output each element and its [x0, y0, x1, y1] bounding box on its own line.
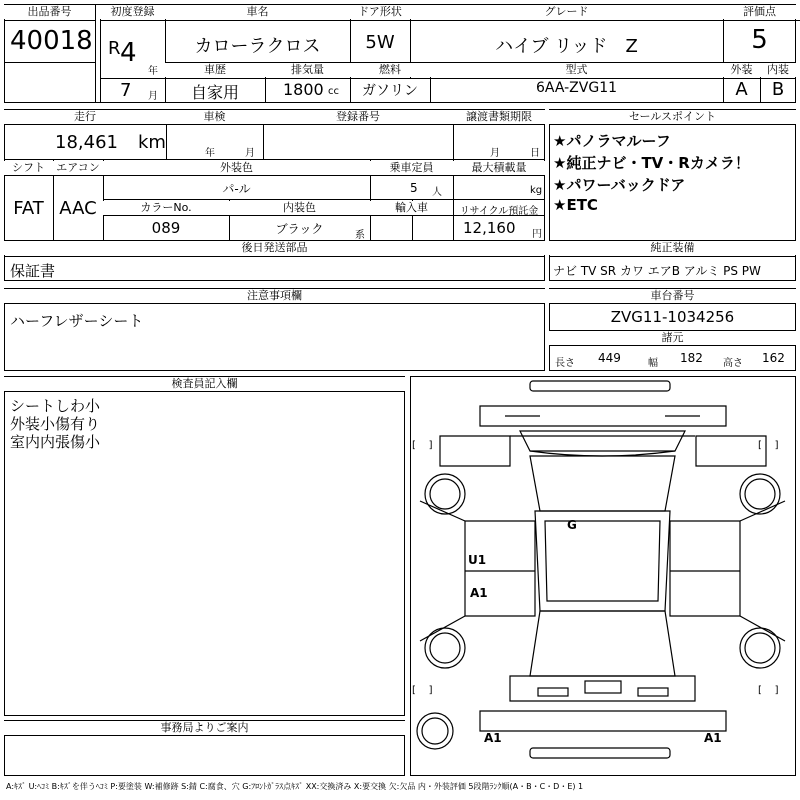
displacement-unit: cc [328, 86, 339, 97]
car-name-label: 車名 [165, 5, 350, 19]
transfer-day-unit: 日 [530, 148, 540, 159]
recycle-deposit: 12,160 [463, 219, 516, 237]
exterior-color: パ-ル [222, 182, 251, 196]
inspection-month-unit: 月 [245, 148, 255, 159]
displacement: 1800 [283, 80, 324, 99]
damage-mark-g: G [567, 518, 577, 532]
lot-number: 40018 [10, 26, 93, 56]
shift-label: シフト [4, 161, 53, 175]
interior-color-unit: 系 [355, 230, 365, 241]
damage-mark-a1: A1 [704, 731, 722, 745]
max-load-label: 最大積載量 [453, 161, 545, 175]
recycle-deposit-label: リサイクル預託金 [459, 206, 539, 217]
chassis-number: ZVG11-1034256 [610, 308, 735, 326]
capacity: 5 [410, 181, 418, 195]
car-outline [410, 376, 796, 776]
damage-mark-u1: U1 [468, 553, 487, 567]
month-unit: 月 [148, 91, 158, 102]
grade: ハイブ リッド Z [495, 36, 638, 57]
score-label: 評価点 [723, 5, 796, 19]
aircon-type: AAC [59, 198, 97, 219]
length-label: 長さ [555, 358, 575, 369]
length: 449 [598, 351, 621, 365]
registration-number-label: 登録番号 [263, 110, 453, 124]
car-name: カローラクロス [194, 36, 321, 57]
grade-label: グレード [410, 5, 723, 19]
width-label: 幅 [648, 358, 658, 369]
recycle-unit: 円 [532, 229, 542, 240]
capacity-unit: 人 [432, 187, 442, 198]
model: 6AA-ZVG11 [535, 80, 618, 96]
score: 5 [751, 25, 768, 55]
transfer-month-unit: 月 [490, 148, 500, 159]
color-number: 089 [151, 219, 181, 237]
first-registration-label: 初度登録 [100, 5, 165, 19]
inspector-note: シートしわ小 [10, 397, 101, 415]
damage-mark-a1: A1 [484, 731, 502, 745]
interior-grade-label: 内装 [760, 63, 796, 77]
lot-number-label: 出品番号 [4, 5, 95, 19]
legend: A:ｷｽﾞ U:ﾍｺﾐ B:ｷｽﾞを伴うﾍｺﾐ P:要塗装 W:補修跡 S:錆 C:腐食、穴 G:ﾌﾛﾝﾄｶﾞﾗｽ点ｷｽﾞ XX:交換済み X:要交換 欠:欠品 内・外装評価 5段階ﾗﾝｸ順(A・B・C・D・E) 1 [6, 782, 584, 791]
door-type: 5W [365, 32, 395, 53]
fuel: ガソリン [362, 83, 418, 99]
era: R [108, 38, 121, 59]
exterior-color-label: 外装色 [103, 161, 370, 175]
exterior-grade: A [735, 79, 748, 100]
dimensions-label: 諸元 [549, 331, 796, 345]
inspector-note: 外装小傷有り [10, 415, 101, 433]
inspection-label: 車検 [166, 110, 263, 124]
capacity-label: 乗車定員 [370, 161, 453, 175]
history-label: 車歴 [165, 63, 265, 77]
equipment: ナビ TV SR カワ エアB アルミ PS PW [553, 264, 761, 278]
damage-mark-a1: A1 [470, 586, 488, 600]
bracket-mark: [ ] [412, 685, 433, 696]
interior-grade: B [771, 79, 785, 100]
height-label: 高さ [723, 358, 743, 369]
notes: ハーフレザーシート [10, 312, 144, 330]
model-label: 型式 [430, 63, 723, 77]
sales-point-item: ★パワーバックドア [553, 176, 686, 194]
max-load-unit: kg [530, 185, 543, 196]
registration-year: 4 [120, 38, 137, 68]
exterior-grade-label: 外装 [723, 63, 760, 77]
interior-color-label: 内装色 [229, 201, 370, 215]
width: 182 [680, 351, 703, 365]
color-number-label: カラーNo. [103, 201, 229, 215]
height: 162 [762, 351, 785, 365]
sales-points-label: セールスポイント [549, 110, 796, 124]
fuel-label: 燃料 [350, 63, 430, 77]
transfer-deadline-label: 譲渡書類期限 [453, 110, 545, 124]
equipment-label: 純正装備 [549, 241, 796, 255]
inspector-label: 検査員記入欄 [4, 377, 405, 391]
bracket-mark: [ ] [758, 440, 779, 451]
inspector-note: 室内内張傷小 [10, 433, 101, 451]
history: 自家用 [190, 83, 239, 102]
registration-month: 7 [120, 80, 132, 101]
chassis-label: 車台番号 [549, 289, 796, 303]
sales-point-item: ★パノラマルーフ [553, 132, 671, 150]
sales-point-item: ★純正ナビ・TV・Rカメラ！ [553, 154, 750, 172]
office-label: 事務局よりご案内 [4, 721, 405, 735]
mileage-label: 走行 [4, 110, 166, 124]
notes-label: 注意事項欄 [4, 289, 545, 303]
later-parts-label: 後日発送部品 [4, 241, 545, 255]
shift-type: FAT [13, 198, 44, 219]
mileage-unit: km [138, 132, 166, 153]
interior-color: ブラック [275, 222, 324, 236]
bracket-mark: [ ] [758, 685, 779, 696]
bracket-mark: [ ] [412, 440, 433, 451]
inspection-year-unit: 年 [205, 148, 215, 159]
door-label: ドア形状 [350, 5, 410, 19]
displacement-label: 排気量 [265, 63, 350, 77]
mileage: 18,461 [55, 132, 118, 153]
sales-point-item: ★ETC [553, 196, 598, 214]
later-parts: 保証書 [10, 262, 56, 280]
import-label: 輸入車 [370, 201, 453, 215]
aircon-label: エアコン [53, 161, 103, 175]
year-unit: 年 [148, 66, 158, 77]
